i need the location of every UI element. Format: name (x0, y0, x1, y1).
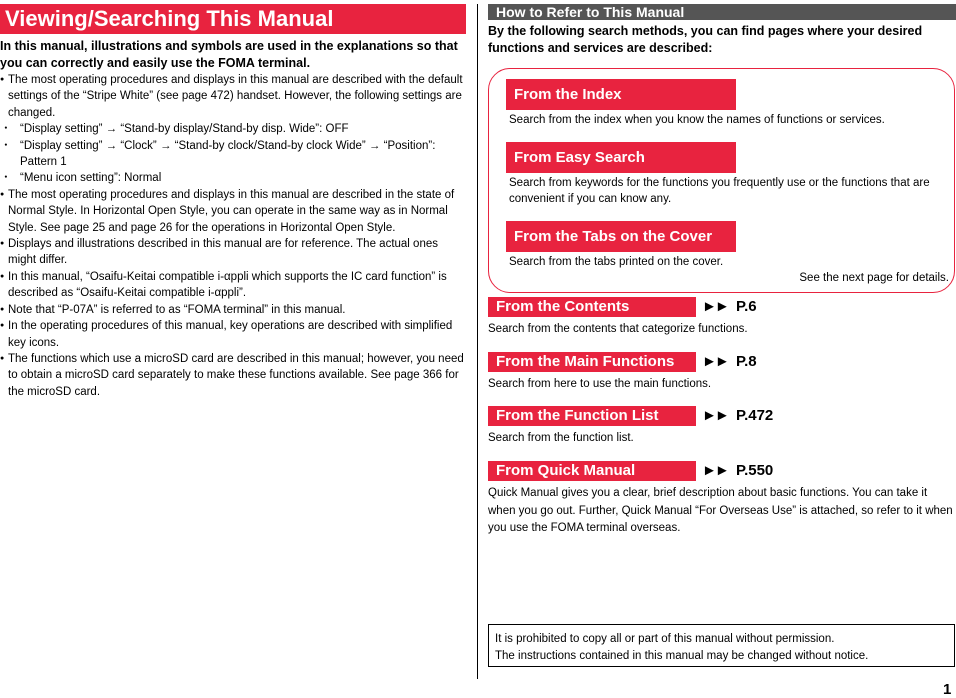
function-list-label: From the Function List (488, 406, 696, 426)
bullet-item: ● The functions which use a microSD card are described in this manual; however, you need to obtain a microSD card separately to make these functions available. See page 366 for the microSD card. (0, 351, 466, 400)
notice-line: The instructions contained in this manual may be changed without notice. (495, 650, 869, 662)
page-reference: P.550 (736, 462, 774, 479)
index-description: Search from the index when you know the names of functions or services. (509, 114, 885, 126)
notice-line: It is prohibited to copy all or part of this manual without permission. (495, 633, 835, 645)
tabs-label: From the Tabs on the Cover (506, 221, 736, 252)
bullet-item: ● Displays and illustrations described in this manual are for reference. The actual ones might differ. (0, 236, 466, 269)
row-description: Search from the contents that categorize functions. (488, 323, 748, 335)
sub-item-text: “Menu icon setting”: Normal (20, 172, 162, 185)
row-description: Search from here to use the main functions. (488, 378, 712, 390)
sub-dot: ･ (3, 172, 9, 185)
easy-search-label: From Easy Search (506, 142, 736, 173)
column-divider (477, 4, 478, 679)
intro-text: In this manual, illustrations and symbols are used in the explanations so that you can correctly and easily use the FOMA terminal. (0, 39, 458, 70)
right-column (488, 4, 956, 662)
sub-dot: ･ (3, 139, 9, 152)
sub-item (0, 121, 466, 137)
bullet-item: ● The most operating procedures and displays in this manual are described in the state of Normal Style. In Horizontal Open Style, you can operate in the same way as in Normal Style. See page 25 and page 26 for the operations in Horizontal Open Style. (0, 187, 466, 236)
sub-dot: ･ (3, 123, 9, 136)
bullet-item: ● In the operating procedures of this manual, key operations are described with simplified key icons. (0, 318, 466, 351)
section-title: How to Refer to This Manual (488, 4, 956, 20)
page-reference: P.8 (736, 353, 757, 370)
bullet-item: ● The most operating procedures and displays in this manual are described with the default settings of the “Stripe White” (see page 472) handset. However, the following settings are changed. (0, 72, 466, 121)
row-description: Search from the function list. (488, 432, 634, 444)
arrow-icon: ►► (702, 462, 728, 479)
sub-item-text: “Display setting” → “Clock” → “Stand-by clock/Stand-by clock Wide” → “Position”: (20, 139, 436, 152)
tabs-description: Search from the tabs printed on the cover. (509, 256, 724, 268)
sub-item (0, 138, 466, 171)
arrow-icon: ►► (702, 353, 728, 370)
index-label: From the Index (506, 79, 736, 110)
page-reference: P.6 (736, 298, 757, 315)
copyright-notice (488, 624, 955, 667)
sub-item-text: Pattern 1 (20, 156, 67, 169)
bullet-item: ● In this manual, “Osaifu-Keitai compatible i-αppli which supports the IC card function” is described as “Osaifu-Keitai compatible i-αppli”. (0, 269, 466, 302)
arrow-icon: ►► (702, 298, 728, 315)
bullet-item: ● Note that “P-07A” is referred to as “FOMA terminal” in this manual. (0, 302, 466, 318)
search-methods-box (488, 68, 955, 293)
row-description: Quick Manual gives you a clear, brief description about basic functions. You can take it when you go out. Further, Quick Manual “For Overseas Use” is attached, so refer to it when you use the FOMA terminal overseas. (488, 487, 953, 534)
easy-search-description: Search from keywords for the functions you frequently use or the functions that are convenient if you can know any. (509, 177, 930, 206)
sub-item (0, 170, 466, 186)
quick-manual-label: From Quick Manual (488, 461, 696, 481)
arrow-icon: ►► (702, 407, 728, 424)
page-number: 1 (943, 681, 952, 698)
main-functions-label: From the Main Functions (488, 352, 696, 372)
left-column (0, 4, 466, 400)
lead-text: By the following search methods, you can find pages where your desired functions and services are described: (488, 24, 923, 55)
page-reference: P.472 (736, 407, 774, 424)
see-next-page-note: See the next page for details. (799, 272, 949, 284)
page-title: Viewing/Searching This Manual (0, 4, 466, 34)
sub-item-text: “Display setting” → “Stand-by display/Stand-by disp. Wide”: OFF (20, 123, 349, 136)
contents-label: From the Contents (488, 297, 696, 317)
